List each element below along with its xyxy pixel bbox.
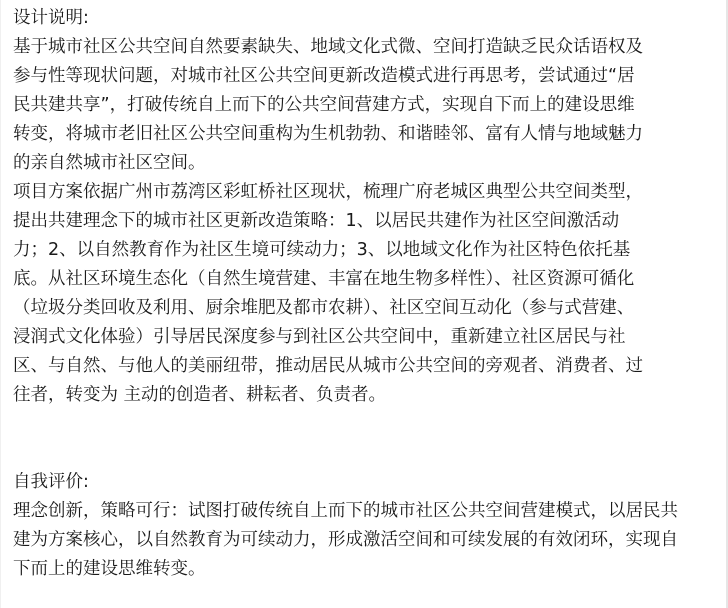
evaluation-heading: 自我评价: xyxy=(13,472,89,492)
design-section xyxy=(13,4,718,410)
design-line: 底。从社区环境生态化（自然生境营建、丰富在地生物多样性）、社区资源可循化 xyxy=(13,269,635,289)
evaluation-line: 理念创新，策略可行：试图打破传统自上而下的城市社区公共空间营建模式，以居民共 xyxy=(13,501,678,521)
page-left-border xyxy=(0,0,1,608)
design-line: 参与性等现状问题，对城市社区公共空间更新改造模式进行再思考，尝试通过“居 xyxy=(13,66,635,86)
section-spacer xyxy=(13,410,718,468)
document-body xyxy=(13,4,718,584)
design-line: 民共建共享”，打破传统自上而下的公共空间营建方式，实现自下而上的建设思维 xyxy=(13,95,635,115)
evaluation-line: 建为方案核心，以自然教育为可续动力，形成激活空间和可续发展的有效闭环，实现自 xyxy=(13,530,678,550)
design-line: 往者，转变为 主动的创造者、耕耘者、负责者。 xyxy=(13,385,387,405)
design-line: 项目方案依据广州市荔湾区彩虹桥社区现状，梳理广府老城区典型公共空间类型， xyxy=(13,182,643,202)
design-line: 提出共建理念下的城市社区更新改造策略：1、以居民共建作为社区空间激活动 xyxy=(13,211,620,231)
design-line: 浸润式文化体验）引导居民深度参与到社区公共空间中，重新建立社区居民与社 xyxy=(13,327,626,347)
evaluation-section xyxy=(13,468,718,584)
evaluation-line: 下而上的建设思维转变。 xyxy=(13,559,206,579)
design-line: 区、与自然、与他人的美丽纽带，推动居民从城市公共空间的旁观者、消费者、过 xyxy=(13,356,643,376)
design-line: 力；2、以自然教育作为社区生境可续动力；3、以地域文化作为社区特色依托基 xyxy=(13,240,631,260)
design-line: 基于城市社区公共空间自然要素缺失、地域文化式微、空间打造缺乏民众话语权及 xyxy=(13,37,643,57)
design-line: （垃圾分类回收及利用、厨余堆肥及都市农耕）、社区空间互动化（参与式营建、 xyxy=(13,298,635,318)
design-heading: 设计说明: xyxy=(13,8,89,28)
design-line: 的亲自然城市社区空间。 xyxy=(13,153,206,173)
design-line: 转变，将城市老旧社区公共空间重构为生机勃勃、和谐睦邻、富有人情与地域魅力 xyxy=(13,124,643,144)
